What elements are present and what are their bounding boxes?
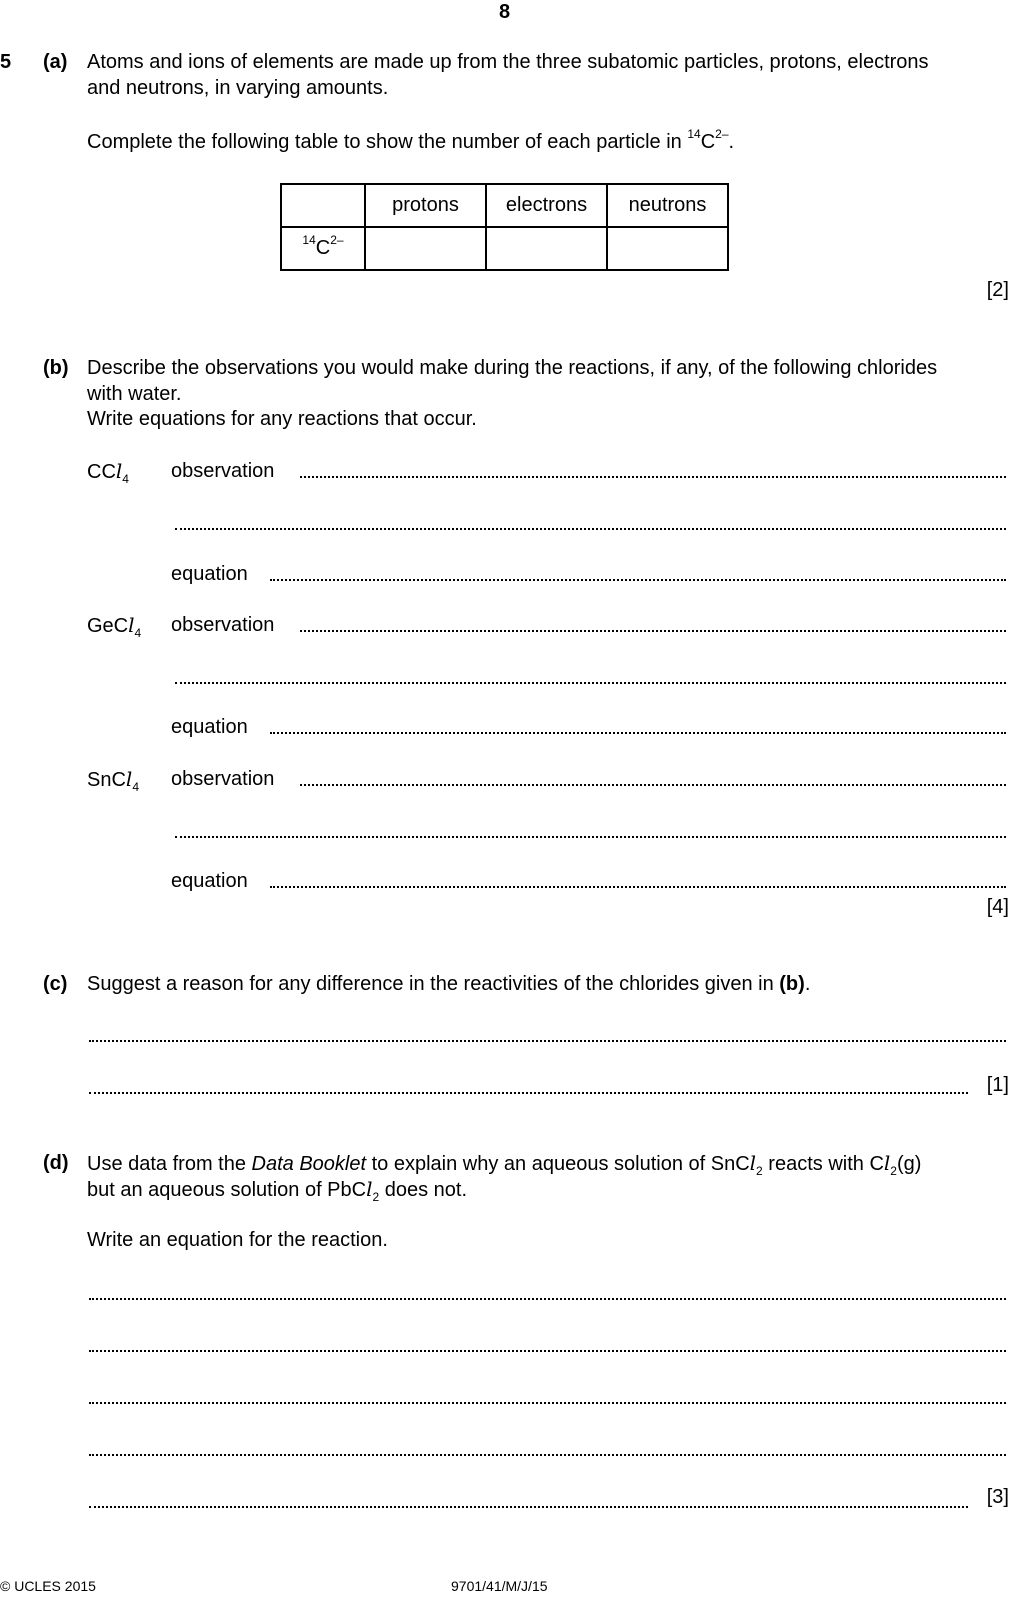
gecl4-equation-line[interactable] <box>270 732 1006 734</box>
species-charge: 2– <box>715 127 729 141</box>
part-c-marks: [1] <box>986 1074 1009 1096</box>
part-d-instruction: Write an equation for the reaction. <box>87 1229 388 1251</box>
part-b-marks: [4] <box>986 896 1009 918</box>
part-d-marks: [3] <box>986 1486 1009 1508</box>
part-a-instruction: Complete the following table to show the number of each particle in $^{14}C^{2-}$. <box>87 127 735 153</box>
particle-table <box>280 183 729 271</box>
question-number: 5 <box>0 51 12 73</box>
chloride-sncl4: SnCl$_4$ <box>87 767 139 794</box>
part-c-text: Suggest a reason for any difference in the reactivities of the chlorides given in (b). <box>87 973 811 995</box>
part-a-marks: [2] <box>986 279 1009 301</box>
part-b-text-line1: Describe the observations you would make during the reactions, if any, of the following chlorides <box>87 357 938 379</box>
table-header-protons: protons <box>365 184 486 227</box>
part-d-answer-line-4[interactable] <box>89 1454 1006 1456</box>
part-d-answer-line-3[interactable] <box>89 1402 1006 1404</box>
observation-label: observation <box>171 614 275 636</box>
equation-label: equation <box>171 870 248 892</box>
sncl4-observation-line-1[interactable] <box>300 784 1006 786</box>
table-header-neutrons: neutrons <box>607 184 728 227</box>
part-d-text-line1: Use data from the Data Booklet to explain why an aqueous solution of SnCl$_2$ reacts with $Cl_2(g)$ <box>87 1151 922 1178</box>
protons-answer-cell[interactable] <box>365 227 486 270</box>
part-d-answer-line-2[interactable] <box>89 1350 1006 1352</box>
neutrons-answer-cell[interactable] <box>607 227 728 270</box>
part-d-label: (d) <box>43 1152 69 1174</box>
part-d-text-line2: but an aqueous solution of PbCl$_2$ does not. <box>87 1177 468 1204</box>
part-a-text-line2: and neutrons, in varying amounts. <box>87 77 389 99</box>
species-mass-number: 14 <box>687 127 701 141</box>
observation-label: observation <box>171 768 275 790</box>
ccl4-observation-line-2[interactable] <box>175 528 1006 530</box>
table-header-electrons: electrons <box>486 184 607 227</box>
part-a-label: (a) <box>43 51 68 73</box>
part-b-text-line2: with water. <box>87 383 182 405</box>
sncl4-equation-line[interactable] <box>270 886 1006 888</box>
page-number: 8 <box>498 1 511 23</box>
part-c-answer-line-1[interactable] <box>89 1040 1006 1042</box>
part-b-text-line3: Write equations for any reactions that occur. <box>87 408 477 430</box>
part-c-label: (c) <box>43 973 68 995</box>
species-symbol: C <box>700 131 716 153</box>
part-c-answer-line-2[interactable] <box>89 1092 968 1094</box>
observation-label: observation <box>171 460 275 482</box>
table-row-label: $^{14}C^{2-}$ <box>281 227 365 270</box>
gecl4-observation-line-2[interactable] <box>175 682 1006 684</box>
sncl4-observation-line-2[interactable] <box>175 836 1006 838</box>
table-header-row <box>281 184 728 227</box>
part-a-text-line1: Atoms and ions of elements are made up from the three subatomic particles, protons, electrons <box>87 51 929 73</box>
part-d-answer-line-5[interactable] <box>89 1506 968 1508</box>
electrons-answer-cell[interactable] <box>486 227 607 270</box>
ccl4-observation-line-1[interactable] <box>300 476 1006 478</box>
part-d-answer-line-1[interactable] <box>89 1298 1006 1300</box>
chloride-gecl4: GeCl$_4$ <box>87 613 142 640</box>
footer-paper-code: 9701/41/M/J/15 <box>451 1578 548 1594</box>
gecl4-observation-line-1[interactable] <box>300 630 1006 632</box>
ccl4-equation-line[interactable] <box>270 579 1006 581</box>
table-row <box>281 227 728 270</box>
equation-label: equation <box>171 563 248 585</box>
footer-copyright: © UCLES 2015 <box>0 1578 96 1594</box>
part-b-label: (b) <box>43 357 69 379</box>
equation-label: equation <box>171 716 248 738</box>
chloride-ccl4: CCl$_4$ <box>87 459 129 486</box>
table-header-empty <box>281 184 365 227</box>
